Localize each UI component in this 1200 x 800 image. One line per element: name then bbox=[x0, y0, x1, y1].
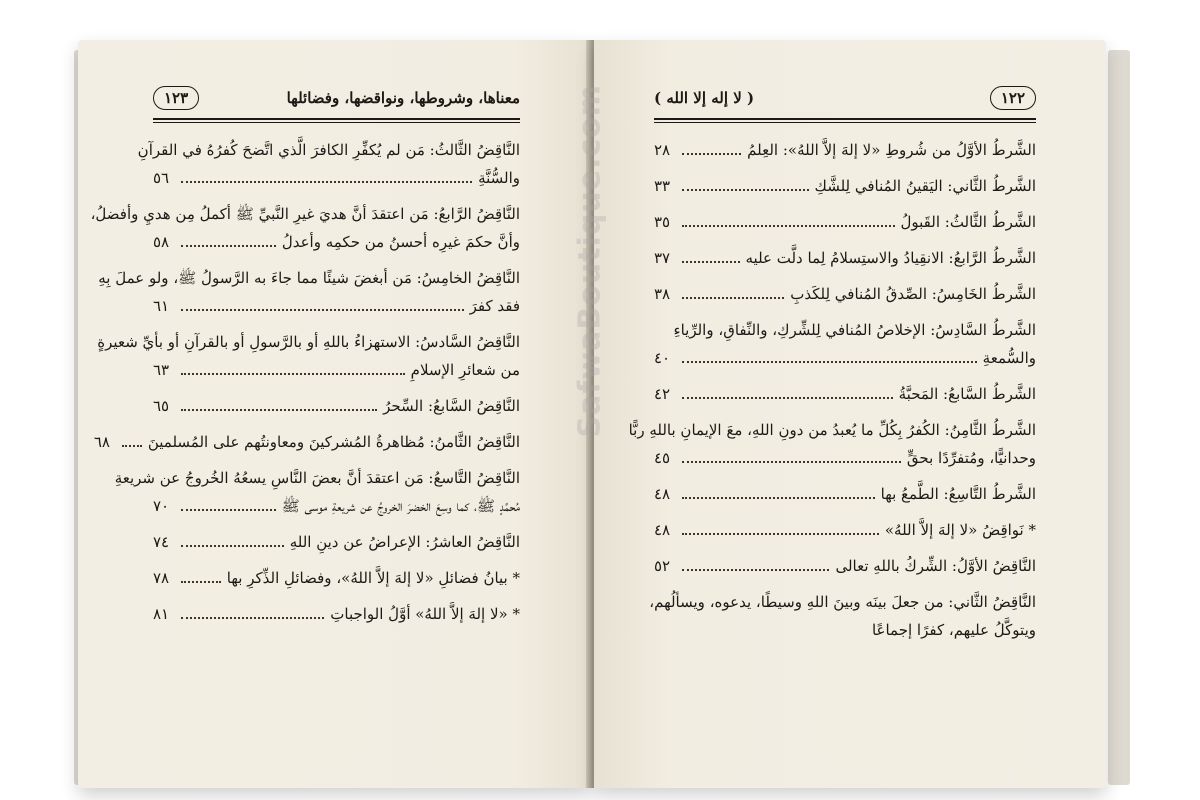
toc-entry-line bbox=[153, 392, 520, 420]
toc-leader-dots bbox=[682, 297, 784, 299]
toc-entry-text: النَّاقِضُ الأوَّلُ: الشِّركُ باللهِ تعالى bbox=[835, 557, 1036, 575]
toc-leader-dots bbox=[181, 373, 405, 375]
toc-entry-text: النَّاقِضُ الثَّاني: من جعلَ بينَه وبينَ اللهِ وسيطًا، يدعوه، ويسألُهم، bbox=[649, 593, 1036, 611]
toc-leader-dots bbox=[682, 261, 740, 263]
toc-entry-text: النَّاقِضُ الثَّالثُ: مَن لم يُكفِّرِ الكافرَ الَّذي اتَّضحَ كُفرُهُ في القرآنِ bbox=[137, 141, 520, 159]
toc-entry-text: النَّاقِضُ السَّادسُ: الاستهزاءُ باللهِ أو بالرَّسولِ أو بالقرآنِ أو بأيِّ شعيرةٍ bbox=[97, 333, 520, 351]
right-page bbox=[594, 40, 1106, 788]
page-stack-right bbox=[1108, 50, 1130, 785]
toc-entry[interactable] bbox=[654, 480, 1036, 508]
toc-entry-line bbox=[654, 136, 1036, 164]
toc-entry-text: الشَّرطُ الخَامِسُ: الصِّدقُ المُنافي لِلكَذبِ bbox=[790, 285, 1036, 303]
toc-leader-dots bbox=[682, 153, 741, 155]
toc-page-number: ٦٥ bbox=[153, 397, 170, 415]
right-toc-list bbox=[628, 136, 1036, 652]
toc-page-number: ٥٦ bbox=[153, 169, 170, 187]
toc-entry-line bbox=[654, 316, 1036, 344]
toc-entry-line bbox=[90, 200, 520, 228]
header-rule bbox=[153, 118, 520, 120]
toc-entry-text: الشَّرطُ الأوَّلُ من شُروطِ «لا إلهَ إلاَّ اللهُ»: العِلمُ bbox=[747, 141, 1036, 159]
toc-entry-text: الشَّرطُ التَّاسِعُ: الطَّمعُ بها bbox=[880, 485, 1036, 503]
toc-page-number: ٤٨ bbox=[654, 485, 671, 503]
toc-entry[interactable] bbox=[628, 416, 1036, 472]
toc-page-number: ٧٨ bbox=[153, 569, 170, 587]
toc-entry[interactable] bbox=[649, 588, 1036, 644]
toc-entry-text: والسُّمعةِ bbox=[982, 349, 1036, 367]
toc-entry-line bbox=[649, 588, 1036, 616]
toc-entry-text: وحدانيًّا، ومُتفرِّدًا بحقٍّ bbox=[906, 449, 1036, 467]
toc-entry[interactable] bbox=[654, 208, 1036, 236]
toc-page-number: ٤٠ bbox=[654, 349, 671, 367]
toc-entry-text: ويتوكَّلُ عليهم، كفرًا إجماعًا bbox=[871, 621, 1036, 639]
toc-entry[interactable] bbox=[153, 564, 520, 592]
toc-page-number: ٦١ bbox=[153, 297, 170, 315]
toc-entry[interactable] bbox=[153, 600, 520, 628]
toc-entry-text: الشَّرطُ الثَّاني: اليَقينُ المُنافي لِلشَّكِ bbox=[814, 177, 1036, 195]
toc-entry-text: فقد كفرَ bbox=[469, 297, 520, 315]
toc-page-number: ٥٢ bbox=[654, 557, 671, 575]
toc-entry[interactable] bbox=[654, 244, 1036, 272]
toc-entry[interactable] bbox=[153, 528, 520, 556]
toc-entry-line bbox=[97, 328, 520, 356]
toc-entry[interactable] bbox=[137, 136, 520, 192]
toc-entry-line bbox=[654, 516, 1036, 544]
toc-entry-text: الشَّرطُ الثَّالثُ: القَبولُ bbox=[900, 213, 1036, 231]
toc-page-number: ٣٣ bbox=[654, 177, 671, 195]
toc-entry[interactable] bbox=[654, 516, 1036, 544]
toc-entry-text: النَّاقِضُ الرَّابعُ: مَن اعتقدَ أنَّ هديَ غيرِ النَّبيِّ ﷺ أكملُ مِن هديِ وأفضلُ، bbox=[90, 205, 520, 223]
toc-entry[interactable] bbox=[654, 136, 1036, 164]
toc-entry-text: الشَّرطُ السَّابعُ: المَحبَّةُ bbox=[898, 385, 1036, 403]
toc-entry-line bbox=[93, 428, 520, 456]
toc-leader-dots bbox=[682, 397, 893, 399]
toc-entry-line bbox=[137, 136, 520, 164]
toc-entry-line bbox=[654, 444, 1036, 472]
toc-entry-text: النَّاقِضُ العاشرُ: الإعراضُ عن دينِ اللهِ bbox=[289, 533, 520, 551]
toc-entry-line bbox=[153, 564, 520, 592]
toc-entry-line bbox=[654, 344, 1036, 372]
toc-entry-line bbox=[654, 380, 1036, 408]
toc-page-number: ٥٨ bbox=[153, 233, 170, 251]
toc-entry-text: الشَّرطُ الرَّابعُ: الانقِيادُ والاستِسلامُ لِما دلَّت عليه bbox=[745, 249, 1036, 267]
toc-entry-line bbox=[153, 292, 520, 320]
toc-entry-line bbox=[654, 480, 1036, 508]
toc-entry[interactable] bbox=[654, 552, 1036, 580]
toc-leader-dots bbox=[682, 497, 875, 499]
toc-leader-dots bbox=[682, 533, 879, 535]
toc-entry-text: وأنَّ حكمَ غيرِه أحسنُ من حكمِه وأعدلُ bbox=[281, 233, 520, 251]
toc-page-number: ٦٨ bbox=[93, 433, 110, 451]
toc-entry[interactable] bbox=[654, 316, 1036, 372]
toc-page-number: ٤٨ bbox=[654, 521, 671, 539]
toc-entry-line bbox=[654, 208, 1036, 236]
toc-page-number: ٤٢ bbox=[654, 385, 671, 403]
toc-leader-dots bbox=[181, 545, 284, 547]
toc-entry-line bbox=[114, 464, 520, 492]
toc-leader-dots bbox=[682, 189, 809, 191]
toc-entry-line bbox=[654, 616, 1036, 644]
header-rule-thin bbox=[153, 122, 520, 123]
toc-leader-dots bbox=[682, 225, 895, 227]
toc-entry-text: والسُّنَّةِ bbox=[478, 169, 520, 187]
left-page bbox=[78, 40, 590, 788]
toc-entry-text: النَّاقِضُ السَّابعُ: السِّحرُ bbox=[383, 397, 520, 415]
toc-entry-line bbox=[153, 528, 520, 556]
toc-entry[interactable] bbox=[654, 172, 1036, 200]
toc-entry-text: مُحمَّدٍ ﷺ، كما وسِعَ الخضرَ الخروجُ عن شريعةِ موسى ﷺ bbox=[281, 497, 520, 515]
header-rule bbox=[654, 118, 1036, 120]
toc-entry[interactable] bbox=[654, 280, 1036, 308]
left-page-header bbox=[153, 84, 520, 112]
left-header-title: معناها، وشروطها، ونواقضها، وفضائلها bbox=[286, 89, 520, 107]
toc-leader-dots bbox=[181, 245, 276, 247]
toc-entry-line bbox=[628, 416, 1036, 444]
toc-leader-dots bbox=[181, 509, 276, 511]
toc-entry[interactable] bbox=[97, 328, 520, 384]
toc-page-number: ٤٥ bbox=[654, 449, 671, 467]
toc-entry-line bbox=[654, 552, 1036, 580]
toc-entry-line bbox=[654, 244, 1036, 272]
toc-page-number: ٧٠ bbox=[153, 497, 170, 515]
toc-leader-dots bbox=[682, 361, 977, 363]
left-page-number: ١٢٣ bbox=[153, 86, 199, 110]
toc-entry[interactable] bbox=[153, 392, 520, 420]
watermark-text: SafwaBoutique.com bbox=[572, 83, 608, 438]
toc-leader-dots bbox=[181, 409, 377, 411]
right-header-title: ( لا إله إلا الله ) bbox=[654, 89, 755, 107]
toc-entry-text: النَّاقِضُ الثَّامنُ: مُظاهرةُ المُشركينَ ومعاونتُهم على المُسلمينَ bbox=[147, 433, 520, 451]
toc-entry-line bbox=[153, 356, 520, 384]
toc-page-number: ٧٤ bbox=[153, 533, 170, 551]
toc-page-number: ٦٣ bbox=[153, 361, 170, 379]
toc-leader-dots bbox=[122, 445, 142, 447]
toc-page-number: ٨١ bbox=[153, 605, 170, 623]
toc-page-number: ٢٨ bbox=[654, 141, 671, 159]
toc-entry-text: * بيانُ فضائلِ «لا إلهَ إلاَّ اللهُ»، وفضائلِ الذِّكرِ بها bbox=[226, 569, 520, 587]
toc-entry-text: الشَّرطُ السَّادِسُ: الإخلاصُ المُنافي لِلشِّركِ، والنِّفاقِ، والرِّياءِ bbox=[673, 321, 1036, 339]
right-page-number: ١٢٢ bbox=[990, 86, 1036, 110]
toc-entry-text: * نَواقِضُ «لا إلهَ إلاَّ اللهُ» bbox=[884, 521, 1036, 539]
toc-entry[interactable] bbox=[93, 428, 520, 456]
toc-page-number: ٣٧ bbox=[654, 249, 671, 267]
toc-leader-dots bbox=[682, 569, 829, 571]
header-rule-thin bbox=[654, 122, 1036, 123]
left-toc-list bbox=[90, 136, 520, 636]
toc-entry-line bbox=[654, 280, 1036, 308]
toc-leader-dots bbox=[181, 581, 221, 583]
toc-entry-line bbox=[654, 172, 1036, 200]
toc-entry[interactable] bbox=[114, 464, 520, 520]
toc-entry[interactable] bbox=[90, 200, 520, 256]
toc-entry-line bbox=[153, 228, 520, 256]
toc-entry-text: * «لا إلهَ إلاَّ اللهُ» أوَّلُ الواجباتِ bbox=[330, 605, 520, 623]
toc-entry-text: النَّاقِضُ الخامِسُ: مَن أبغضَ شيئًا مما جاءَ به الرَّسولُ ﷺ، ولو عملَ بِهِ bbox=[98, 269, 520, 287]
toc-page-number: ٣٨ bbox=[654, 285, 671, 303]
toc-leader-dots bbox=[181, 309, 464, 311]
toc-entry-text: من شعائرِ الإسلامِ bbox=[410, 361, 520, 379]
toc-entry-line bbox=[153, 164, 520, 192]
toc-page-number: ٣٥ bbox=[654, 213, 671, 231]
right-page-header bbox=[654, 84, 1036, 112]
toc-entry-line bbox=[98, 264, 520, 292]
toc-leader-dots bbox=[181, 617, 324, 619]
toc-entry[interactable] bbox=[654, 380, 1036, 408]
toc-leader-dots bbox=[682, 461, 901, 463]
toc-entry-line bbox=[153, 600, 520, 628]
toc-entry-line bbox=[153, 492, 520, 520]
toc-entry-text: النَّاقِضُ التَّاسعُ: مَن اعتقدَ أنَّ بعضَ النَّاسِ يسعُهُ الخُروجُ عن شريعةِ bbox=[114, 469, 520, 487]
toc-entry[interactable] bbox=[98, 264, 520, 320]
toc-entry-text: الشَّرطُ الثَّامِنُ: الكُفرُ بِكُلِّ ما يُعبدُ من دونِ اللهِ، معَ الإيمانِ باللهِ ربًّا bbox=[628, 421, 1036, 439]
toc-leader-dots bbox=[181, 181, 472, 183]
